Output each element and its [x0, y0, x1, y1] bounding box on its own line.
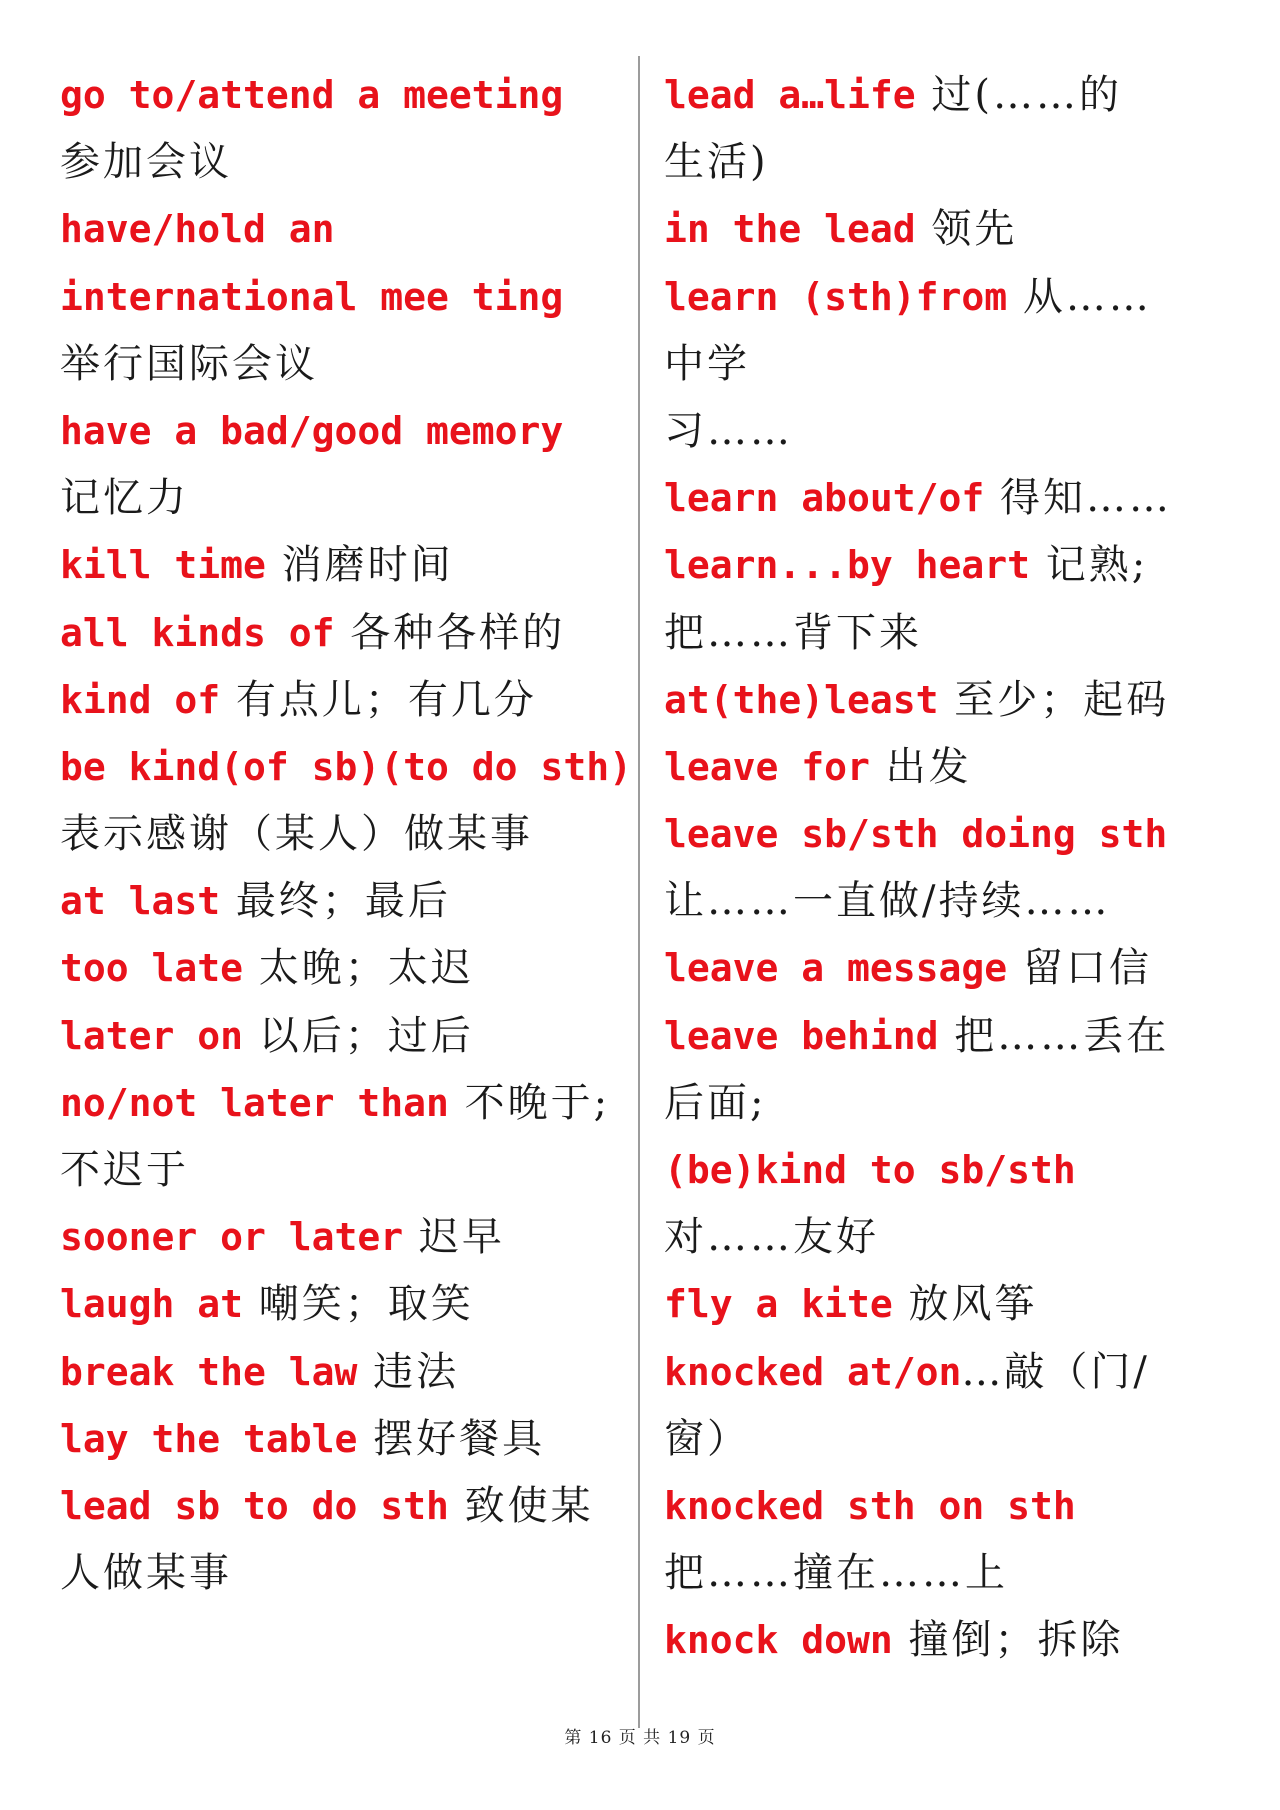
english-phrase: at last [60, 879, 221, 924]
english-phrase: too late [60, 946, 244, 991]
chinese-meaning: 至少；起码 [938, 676, 1170, 723]
vocab-line [664, 129, 1244, 196]
english-phrase: go to/attend a meeting [60, 73, 564, 117]
english-phrase: leave for [664, 744, 870, 789]
vocab-line [664, 1070, 1244, 1137]
english-phrase: sooner or later [60, 1215, 404, 1260]
chinese-meaning: 把……背下来 [664, 609, 922, 656]
vocab-line [664, 1406, 1244, 1473]
english-phrase: leave sb/sth doing sth [664, 812, 1168, 857]
english-phrase: leave a message [664, 946, 1008, 991]
column-divider [638, 56, 640, 1728]
english-phrase: (be)kind to sb/sth [664, 1148, 1076, 1192]
vocab-line [60, 1204, 635, 1271]
chinese-meaning: 出发 [869, 743, 972, 790]
english-phrase: kill time [60, 543, 266, 588]
chinese-meaning: 表示感谢（某人）做某事 [60, 811, 533, 858]
vocab-line [664, 1607, 1244, 1674]
chinese-meaning: 过(……的 [915, 72, 1122, 118]
vocab-line [60, 1540, 635, 1607]
english-phrase: lead sb to do sth [60, 1483, 449, 1528]
vocab-line [664, 868, 1244, 935]
chinese-meaning: 记忆力 [60, 475, 189, 522]
english-phrase: be kind(of sb)(to do sth) [60, 744, 632, 789]
vocab-line [60, 129, 635, 196]
chinese-meaning: 放风筝 [892, 1281, 1038, 1328]
chinese-meaning: 违法 [357, 1348, 460, 1395]
chinese-meaning: 把……撞在……上 [664, 1550, 1008, 1597]
vocab-line [60, 398, 635, 465]
vocab-line [664, 734, 1244, 801]
chinese-meaning: 迟早 [403, 1214, 505, 1261]
vocab-line [664, 801, 1244, 868]
chinese-meaning: 得知…… [984, 475, 1173, 522]
vocab-line [664, 264, 1244, 331]
vocab-line [60, 1271, 635, 1338]
english-phrase: leave behind [664, 1013, 939, 1058]
english-phrase: lay the table [60, 1416, 358, 1461]
chinese-meaning: 对……友好 [664, 1214, 879, 1261]
vocab-line [60, 935, 635, 1002]
chinese-meaning: 把……丢在 [938, 1012, 1170, 1059]
chinese-meaning: 最终；最后 [220, 878, 451, 925]
vocab-line [664, 532, 1244, 599]
chinese-meaning: 记熟; [1030, 542, 1149, 589]
chinese-meaning: 生活) [664, 139, 769, 186]
vocab-line [60, 1003, 635, 1070]
vocab-line [60, 1070, 635, 1137]
vocab-line [664, 62, 1244, 129]
chinese-meaning: 让……一直做/持续…… [664, 878, 1111, 925]
vocab-line [664, 398, 1244, 465]
vocab-line [60, 1339, 635, 1406]
english-phrase: fly a kite [664, 1282, 893, 1327]
english-phrase: have a bad/good memory [60, 408, 564, 453]
english-phrase: break the law [60, 1349, 358, 1394]
vocab-line [664, 667, 1244, 734]
english-phrase: lead a…life [664, 73, 916, 117]
english-phrase: laugh at [60, 1282, 244, 1327]
vocab-line [664, 1540, 1244, 1607]
chinese-meaning: 举行国际会议 [60, 340, 318, 387]
english-phrase: learn (sth)from [664, 274, 1008, 319]
chinese-meaning: 参加会议 [60, 139, 232, 186]
vocab-line [664, 600, 1244, 667]
english-phrase: at(the)least [664, 677, 939, 722]
english-phrase: knock down [664, 1618, 893, 1663]
vocab-line [664, 1137, 1244, 1204]
vocab-line [60, 868, 635, 935]
chinese-meaning: 中学 [664, 340, 750, 387]
english-phrase: knocked at/on [664, 1349, 962, 1394]
vocab-line [664, 1271, 1244, 1338]
chinese-meaning: 各种各样的 [334, 609, 566, 656]
english-phrase: international mee ting [60, 274, 564, 319]
chinese-meaning: 领先 [915, 206, 1018, 253]
chinese-meaning: 不迟于 [60, 1147, 189, 1193]
chinese-meaning: 太晚；太迟 [243, 945, 474, 992]
english-phrase: have/hold an [60, 207, 335, 252]
vocab-line [664, 331, 1244, 398]
left-column [60, 62, 635, 1607]
english-phrase: no/not later than [60, 1080, 449, 1125]
chinese-meaning: 习…… [664, 407, 793, 454]
chinese-meaning: 消磨时间 [265, 542, 454, 589]
right-column [664, 62, 1244, 1675]
chinese-meaning: 人做某事 [60, 1550, 232, 1597]
vocab-line [60, 196, 635, 263]
vocab-line [60, 331, 635, 398]
chinese-meaning: 嘲笑；取笑 [243, 1281, 474, 1328]
english-phrase: later on [60, 1013, 244, 1058]
english-phrase: in the lead [664, 207, 916, 252]
chinese-meaning: 有点儿；有几分 [220, 676, 537, 723]
chinese-meaning: 不晚于; [448, 1079, 611, 1126]
chinese-meaning: …敲（门/ [961, 1348, 1150, 1395]
chinese-meaning: 从…… [1007, 273, 1152, 320]
vocab-line [60, 600, 635, 667]
vocab-line [60, 465, 635, 532]
vocab-line [664, 1473, 1244, 1540]
english-phrase: learn about/of [664, 476, 985, 521]
chinese-meaning: 摆好餐具 [357, 1415, 546, 1462]
vocab-line [60, 532, 635, 599]
vocab-line [664, 196, 1244, 263]
vocab-line [664, 465, 1244, 532]
page-footer: 第 16 页 共 19 页 [564, 1728, 716, 1748]
chinese-meaning: 留口信 [1007, 945, 1152, 992]
english-phrase: learn...by heart [664, 543, 1031, 588]
chinese-meaning: 后面; [664, 1079, 767, 1126]
english-phrase: all kinds of [60, 610, 335, 655]
chinese-meaning: 致使某 [448, 1482, 594, 1529]
chinese-meaning: 撞倒；拆除 [892, 1617, 1124, 1664]
english-phrase: knocked sth on sth [664, 1483, 1076, 1528]
chinese-meaning: 窗） [664, 1415, 750, 1462]
vocab-line [60, 734, 635, 801]
vocab-line [664, 935, 1244, 1002]
vocab-line [664, 1339, 1244, 1406]
vocab-line [60, 801, 635, 868]
english-phrase: kind of [60, 677, 221, 722]
vocab-line [664, 1204, 1244, 1271]
vocab-line [60, 1473, 635, 1540]
vocab-line [60, 1406, 635, 1473]
vocab-line [664, 1003, 1244, 1070]
vocab-line [60, 264, 635, 331]
vocab-line [60, 1137, 635, 1204]
vocab-line [60, 62, 635, 129]
chinese-meaning: 以后；过后 [243, 1012, 474, 1059]
vocab-line [60, 667, 635, 734]
